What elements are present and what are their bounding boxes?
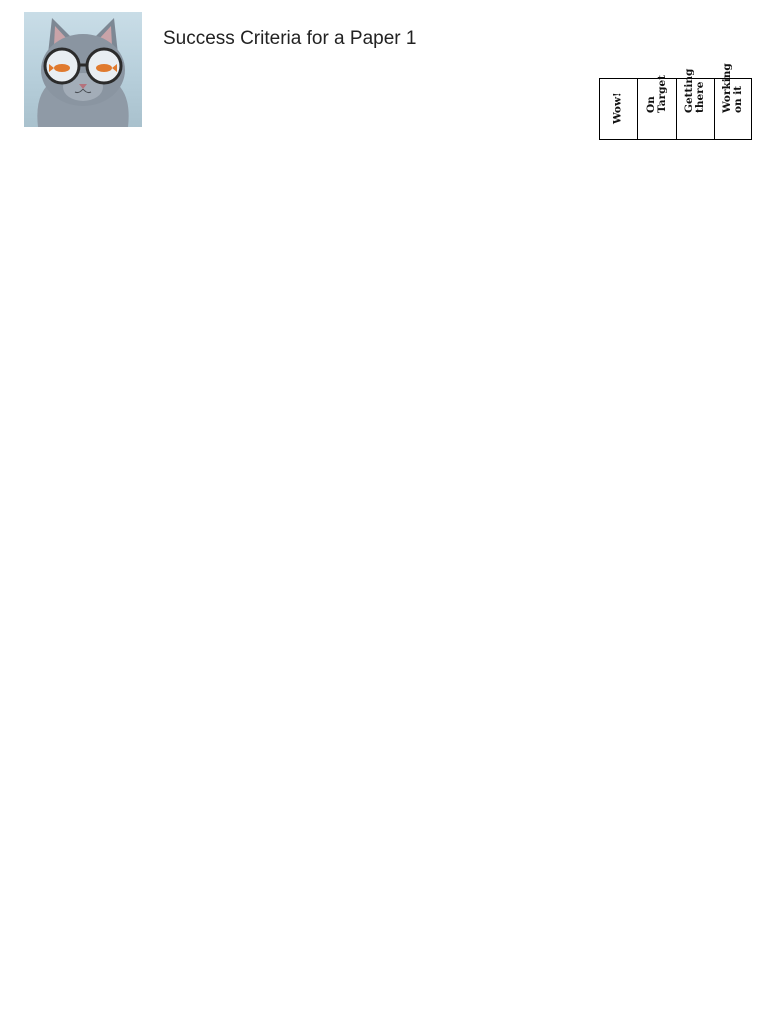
column-header bbox=[637, 74, 676, 140]
criteria-table-1 bbox=[24, 63, 752, 140]
column-header bbox=[599, 79, 637, 140]
column-header-row bbox=[24, 79, 751, 140]
column-header bbox=[676, 68, 714, 140]
column-header-label: On Target bbox=[644, 74, 668, 113]
column-header bbox=[714, 63, 751, 140]
page-title: Success Criteria for a Paper 1 bbox=[163, 28, 417, 49]
column-header-label: Wow! bbox=[611, 92, 624, 124]
column-header-label: Getting there bbox=[683, 68, 706, 113]
header-spacer bbox=[24, 79, 599, 140]
column-header-label: Working on it bbox=[720, 63, 744, 113]
